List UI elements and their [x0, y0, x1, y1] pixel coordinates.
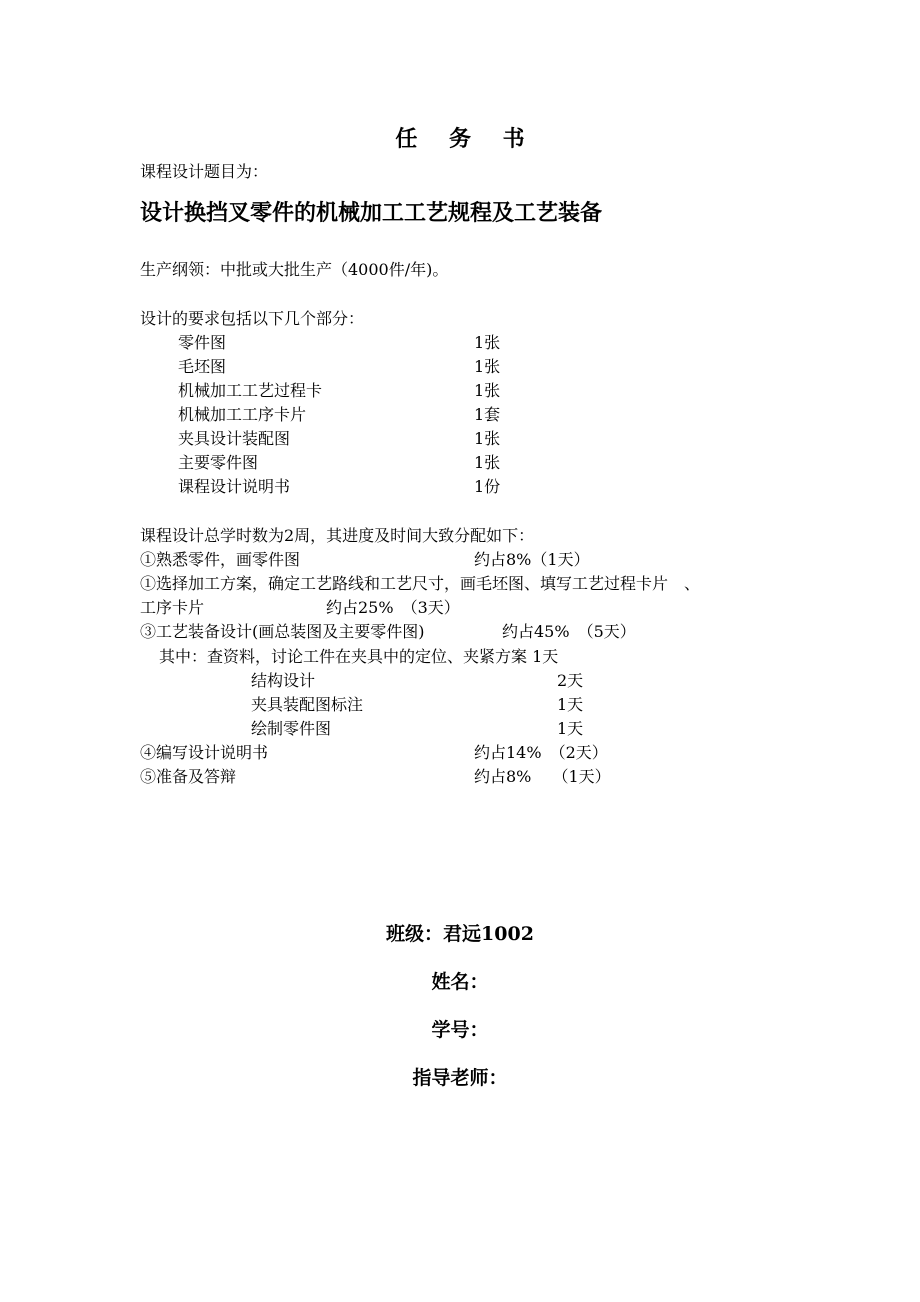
- requirement-item: 毛坯图: [178, 357, 227, 376]
- schedule-substep-time: 1天: [557, 695, 584, 714]
- schedule-step-label: ①熟悉零件，画零件图: [140, 550, 301, 569]
- schedule-substep-label: 绘制零件图: [251, 719, 332, 738]
- requirement-qty: 1张: [474, 429, 501, 448]
- advisor-line: 指导老师：: [412, 1067, 508, 1089]
- class-line: 班级：君远1002: [386, 923, 534, 945]
- requirement-item: 夹具设计装配图: [178, 429, 291, 448]
- schedule-substep-label: 夹具装配图标注: [251, 695, 364, 714]
- schedule-step-time: 约占45% （5天）: [502, 622, 636, 641]
- document-title: 任 务 书: [395, 126, 537, 152]
- schedule-substep-label: 结构设计: [251, 671, 316, 690]
- topic-title: 设计换挡叉零件的机械加工工艺规程及工艺装备: [140, 200, 603, 226]
- requirement-item: 机械加工工艺过程卡: [178, 381, 323, 400]
- requirement-qty: 1份: [474, 477, 501, 496]
- requirement-qty: 1张: [474, 357, 501, 376]
- production-line: 生产纲领：中批或大批生产（4000件/年)。: [140, 260, 449, 279]
- schedule-intro: 课程设计总学时数为2周，其进度及时间大致分配如下：: [140, 526, 535, 545]
- schedule-step-time: 约占8%（1天）: [474, 550, 590, 569]
- schedule-step-time: 约占8% （1天）: [474, 767, 611, 786]
- student-id-line: 学号：: [431, 1019, 489, 1041]
- schedule-step-time: 约占14% （2天）: [474, 743, 608, 762]
- name-line: 姓名：: [431, 971, 489, 993]
- requirement-qty: 1张: [474, 381, 501, 400]
- requirement-item: 课程设计说明书: [178, 477, 291, 496]
- requirements-intro: 设计的要求包括以下几个部分：: [140, 309, 365, 328]
- schedule-step-label: ⑤准备及答辩: [140, 767, 237, 786]
- topic-label: 课程设计题目为：: [140, 162, 269, 181]
- schedule-step-time: 约占25% （3天）: [326, 598, 460, 617]
- schedule-substep-time: 1天: [557, 719, 584, 738]
- schedule-step-continuation: 工序卡片: [140, 598, 205, 617]
- requirement-item: 机械加工工序卡片: [178, 405, 307, 424]
- schedule-substep-time: 2天: [557, 671, 584, 690]
- requirement-qty: 1张: [474, 333, 501, 352]
- requirement-qty: 1张: [474, 453, 501, 472]
- schedule-step-label: ①选择加工方案，确定工艺路线和工艺尺寸，画毛坯图、填写工艺过程卡片 、: [140, 574, 701, 593]
- schedule-step-label: ④编写设计说明书: [140, 743, 269, 762]
- requirement-item: 零件图: [178, 333, 227, 352]
- requirement-qty: 1套: [474, 405, 501, 424]
- schedule-substep: 其中：查资料，讨论工件在夹具中的定位、夹紧方案 1天: [159, 647, 559, 666]
- requirement-item: 主要零件图: [178, 453, 259, 472]
- schedule-step-label: ③工艺装备设计(画总装图及主要零件图): [140, 622, 425, 641]
